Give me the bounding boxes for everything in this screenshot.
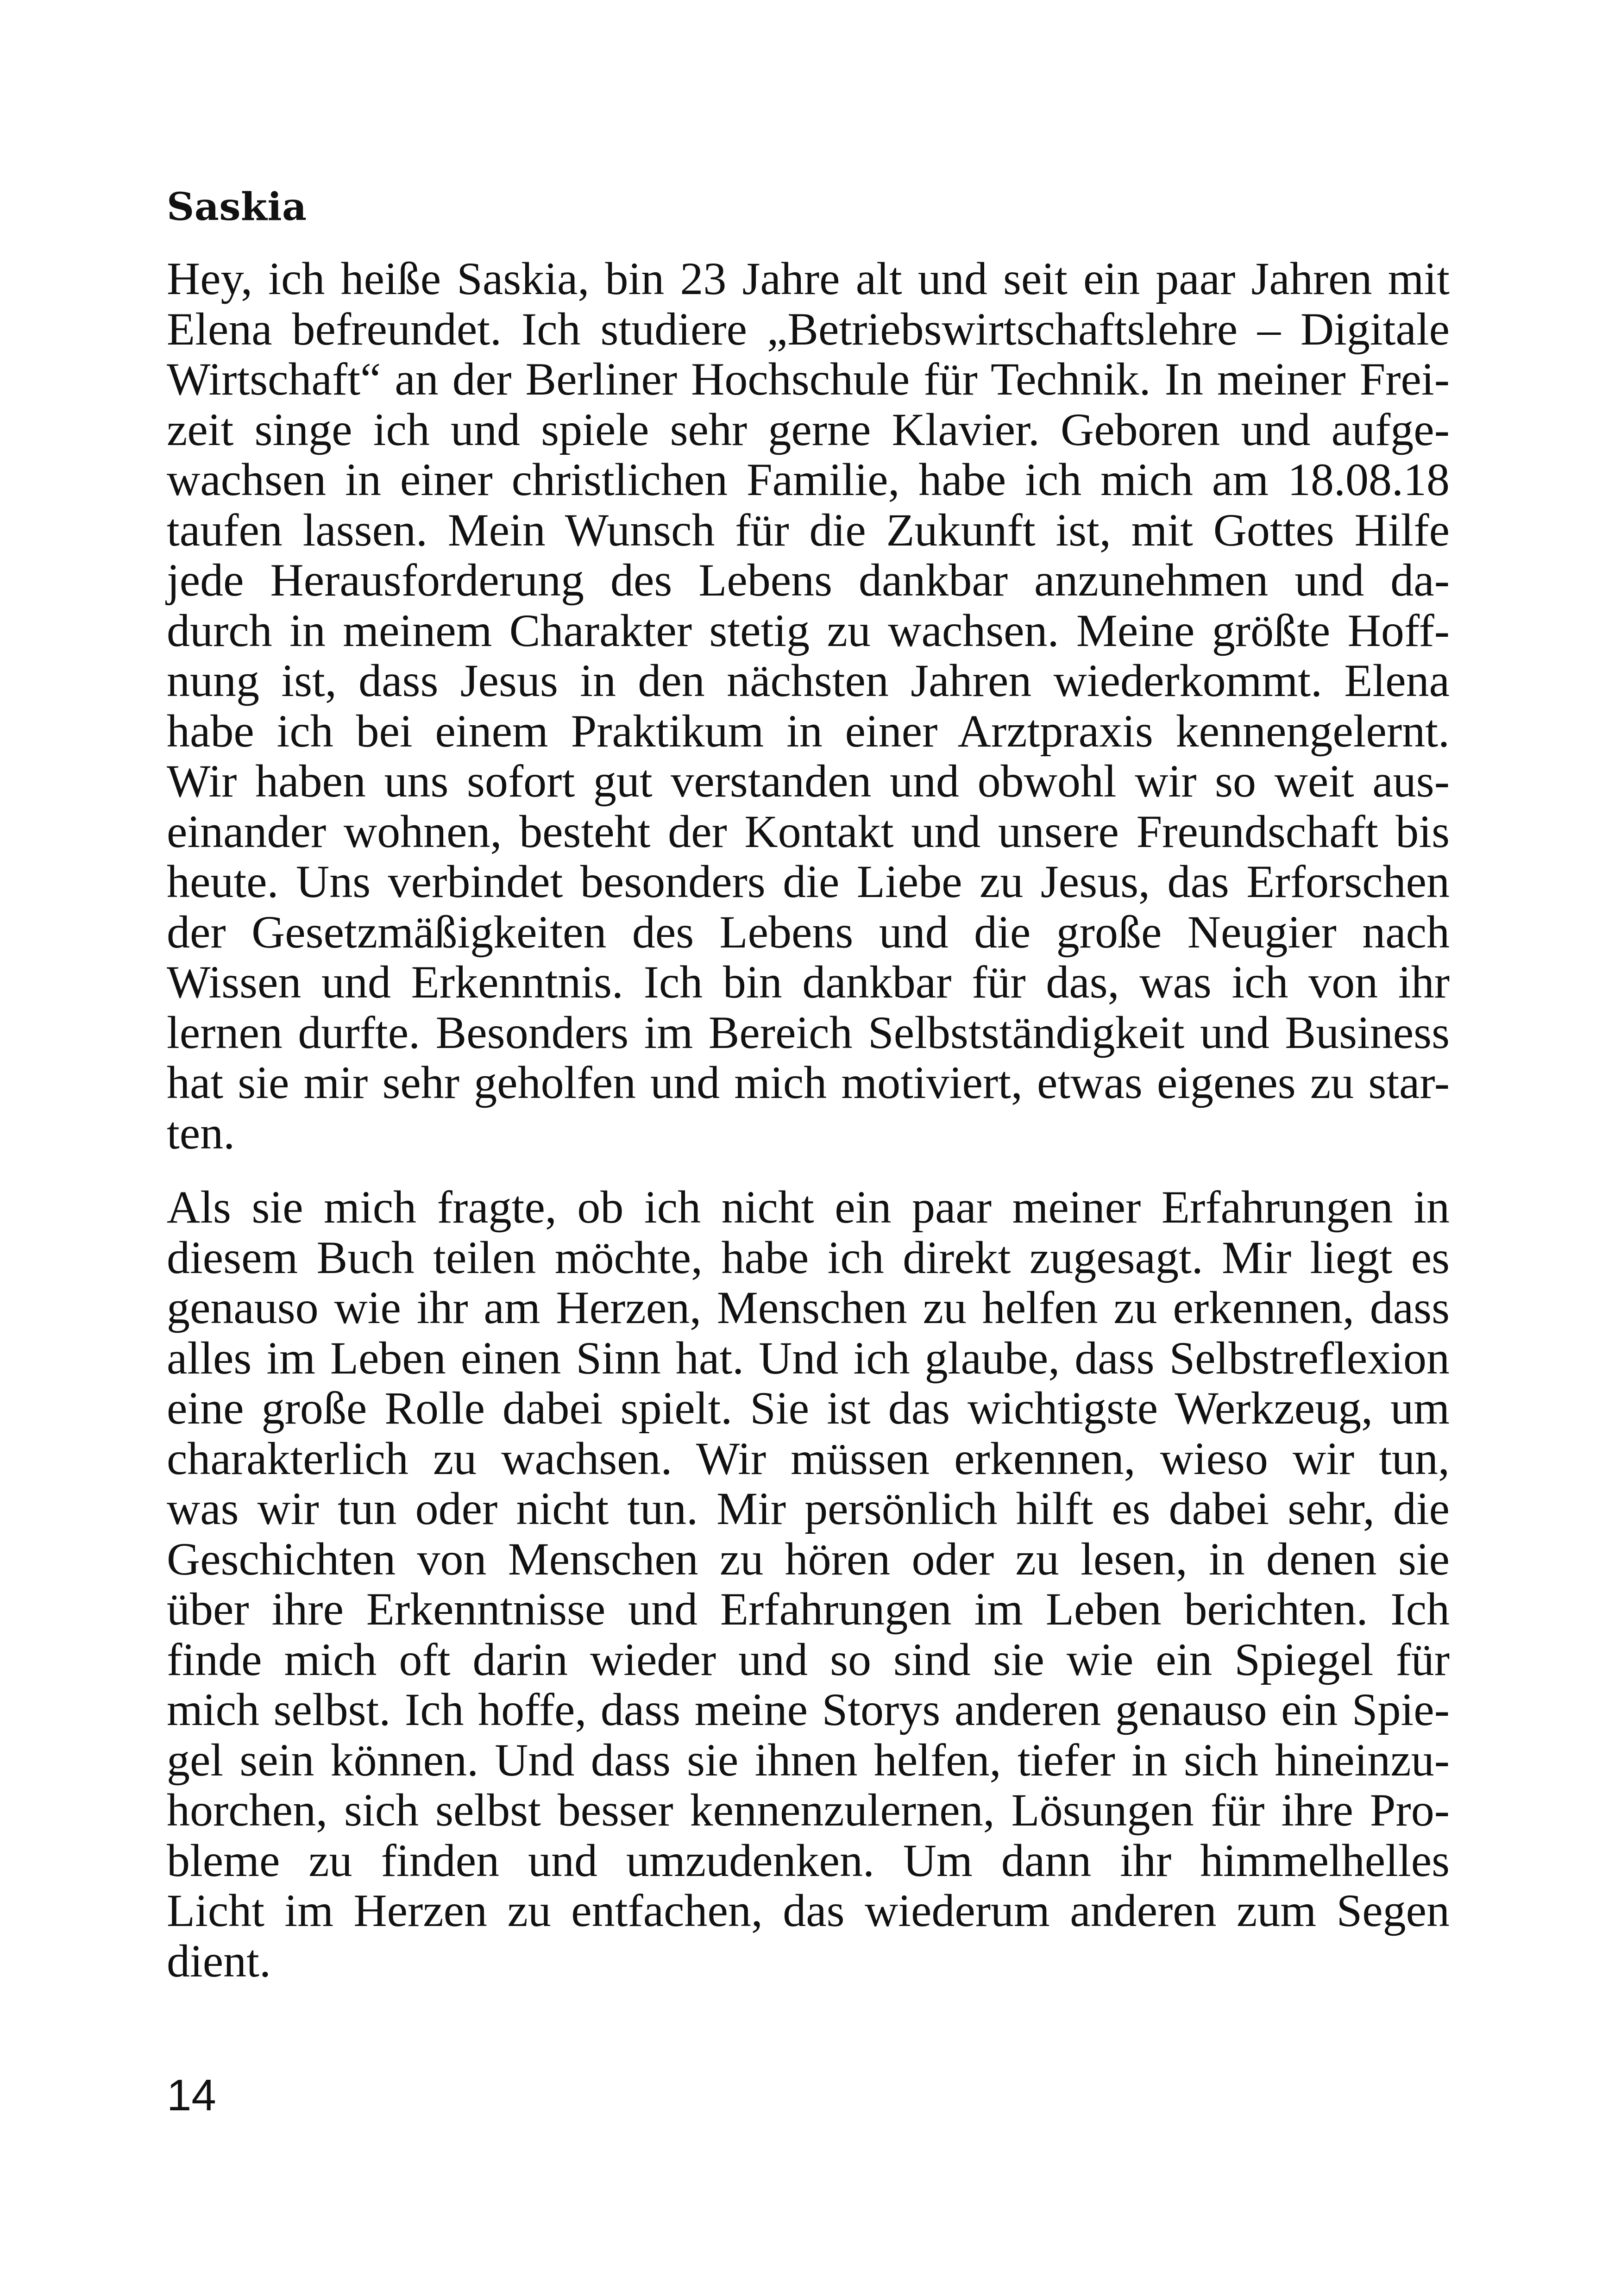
text-line: horchen, sich selbst besser kennenzulernen, Lösungen für ihre Pro- xyxy=(167,1784,1450,1836)
text-line: lernen durfte. Besonders im Bereich Selbstständigkeit und Business xyxy=(167,1006,1450,1058)
text-line: Als sie mich fragte, ob ich nicht ein paar meiner Erfahrungen in xyxy=(167,1181,1450,1233)
text-line: diesem Buch teilen möchte, habe ich direkt zugesagt. Mir liegt es xyxy=(167,1231,1450,1283)
text-line: Wir haben uns sofort gut verstanden und obwohl wir so weit aus- xyxy=(167,755,1450,807)
text-line: finde mich oft darin wieder und so sind sie wie ein Spiegel für xyxy=(167,1633,1450,1685)
text-line: zeit singe ich und spiele sehr gerne Klavier. Geboren und aufge- xyxy=(167,403,1450,455)
text-line: heute. Uns verbindet besonders die Liebe zu Jesus, das Erforschen xyxy=(167,856,1450,907)
text-line: habe ich bei einem Praktikum in einer Arztpraxis kennengelernt. xyxy=(167,705,1450,757)
text-line: genauso wie ihr am Herzen, Menschen zu helfen zu erkennen, dass xyxy=(167,1282,1450,1333)
paragraph-intro xyxy=(167,254,1450,1158)
text-line: Wissen und Erkenntnis. Ich bin dankbar für das, was ich von ihr xyxy=(167,956,1450,1008)
text-line: mich selbst. Ich hoffe, dass meine Storys anderen genauso ein Spie- xyxy=(167,1684,1450,1735)
paragraph-reflection xyxy=(167,1182,1450,1986)
text-line: bleme zu finden und umzudenken. Um dann ihr himmelhelles xyxy=(167,1834,1450,1886)
section-heading: Saskia xyxy=(167,185,307,229)
text-line: Hey, ich heiße Saskia, bin 23 Jahre alt und seit ein paar Jahren mit xyxy=(167,253,1450,304)
text-line: Geschichten von Menschen zu hören oder zu lesen, in denen sie xyxy=(167,1533,1450,1585)
text-line: durch in meinem Charakter stetig zu wachsen. Meine größte Hoff- xyxy=(167,604,1450,656)
text-line: alles im Leben einen Sinn hat. Und ich glaube, dass Selbstreflexion xyxy=(167,1332,1450,1384)
text-line: charakterlich zu wachsen. Wir müssen erkennen, wieso wir tun, xyxy=(167,1432,1450,1484)
text-line: Wirtschaft“ an der Berliner Hochschule für Technik. In meiner Frei- xyxy=(167,353,1450,405)
text-line: hat sie mir sehr geholfen und mich motiviert, etwas eigenes zu star- xyxy=(167,1057,1450,1108)
text-line: was wir tun oder nicht tun. Mir persönlich hilft es dabei sehr, die xyxy=(167,1483,1450,1534)
text-line: Elena befreundet. Ich studiere „Betriebswirtschaftslehre – Digitale xyxy=(167,303,1450,355)
text-line: jede Herausforderung des Lebens dankbar anzunehmen und da- xyxy=(167,554,1450,606)
text-line: dient. xyxy=(167,1935,271,1987)
text-line: einander wohnen, besteht der Kontakt und unsere Freundschaft bis xyxy=(167,805,1450,857)
text-line: gel sein können. Und dass sie ihnen helfen, tiefer in sich hineinzu- xyxy=(167,1734,1450,1786)
text-line: wachsen in einer christlichen Familie, habe ich mich am 18.08.18 xyxy=(167,454,1450,505)
text-line: über ihre Erkenntnisse und Erfahrungen im Leben berichten. Ich xyxy=(167,1583,1450,1635)
text-line: Licht im Herzen zu entfachen, das wiederum anderen zum Segen xyxy=(167,1885,1450,1936)
page-number: 14 xyxy=(167,2070,216,2120)
text-line: nung ist, dass Jesus in den nächsten Jahren wiederkommt. Elena xyxy=(167,655,1450,706)
text-line: ten. xyxy=(167,1107,235,1159)
text-line: der Gesetzmäßigkeiten des Lebens und die große Neugier nach xyxy=(167,906,1450,958)
text-line: eine große Rolle dabei spielt. Sie ist das wichtigste Werkzeug, um xyxy=(167,1382,1450,1434)
text-line: taufen lassen. Mein Wunsch für die Zukunft ist, mit Gottes Hilfe xyxy=(167,504,1450,556)
